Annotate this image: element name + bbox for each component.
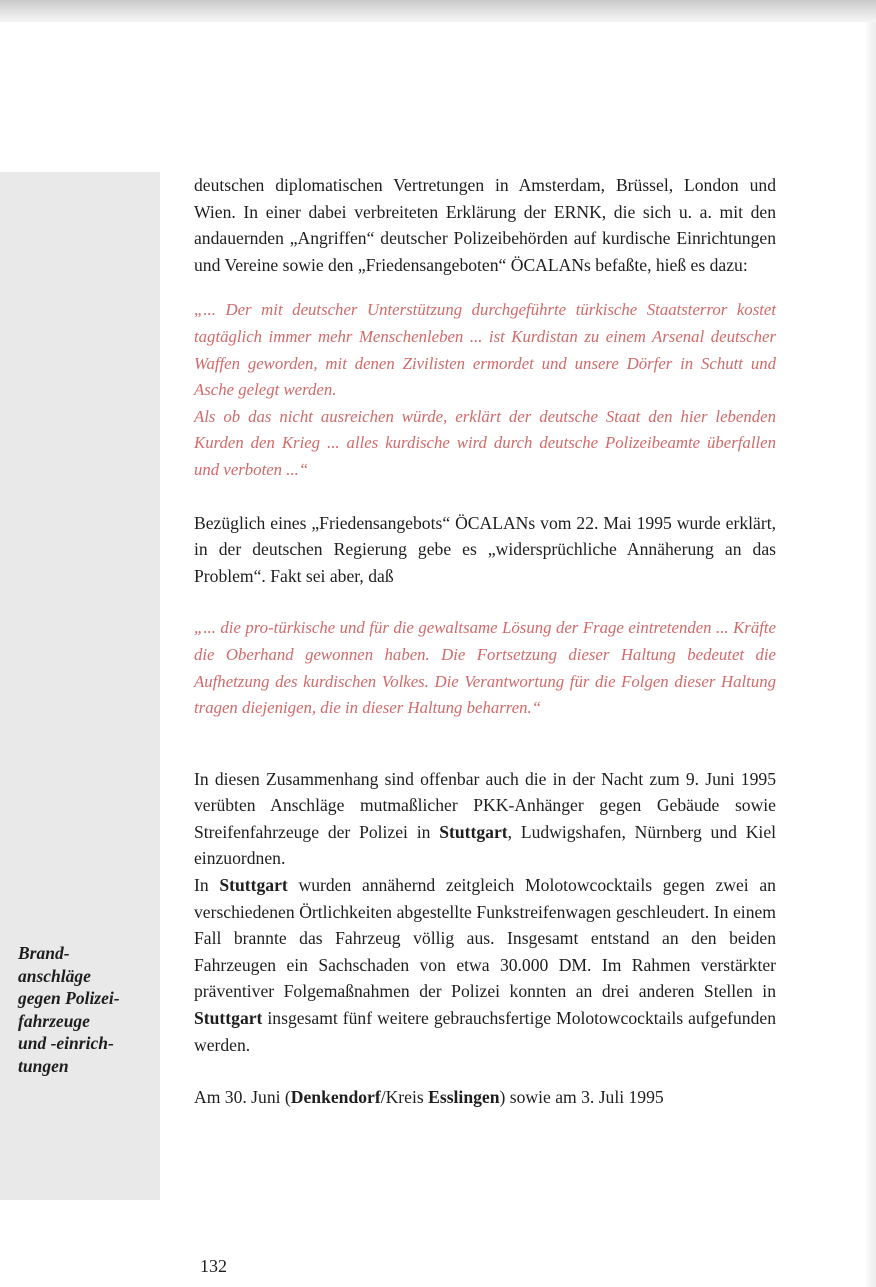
- text-span: In diesen Zusammenhang sind offenbar auch die in der Nacht zum 9. Juni 1995 verübten Anschläge mutmaßlicher PKK-Anhänger gegen Gebäude sowie Streifenfahrzeuge der Polizei in: [194, 768, 776, 842]
- quote-ernk-2: Als ob das nicht ausreichen würde, erklärt der deutsche Staat den hier lebenden Kurden den Krieg ... alles kurdische wird durch deutsche Polizeibeamte überfallen und verboten ...“: [194, 406, 776, 479]
- text-span: ) sowie am 3. Juli 1995: [499, 1087, 664, 1108]
- margin-note-line: anschläge: [18, 965, 91, 986]
- margin-note-line: tungen: [18, 1055, 69, 1076]
- quote-regierung: „... die pro-türkische und für die gewaltsame Lösung der Frage eintretenden ... Kräfte die Oberhand gewonnen haben. Die Fortsetzung dieser Haltung bedeutet die Aufhetzung des kurdischen Volkes. Die Verantwortung für die Folgen dieser Haltung tragen diejenigen, die in dieser Haltung beharren.“: [194, 618, 776, 718]
- margin-note-line: und -einrich-: [18, 1033, 114, 1053]
- text-span: In: [194, 875, 209, 896]
- bold-place: Stuttgart: [219, 875, 288, 896]
- margin-note: [18, 942, 158, 1077]
- paragraph-friedensangebot: Bezüglich eines „Friedensangebots“ ÖCALANs vom 22. Mai 1995 wurde erklärt, in der deutschen Regierung gebe es „widersprüchliche Annäherung an das Problem“. Fakt sei aber, daß: [194, 512, 776, 586]
- text-span: , Ludwigshafen, Nürnberg und Kiel einzuordnen.: [194, 821, 777, 869]
- main-text: [194, 172, 776, 1111]
- margin-note-line: gegen Polizei-: [18, 988, 120, 1008]
- bold-place: Esslingen: [428, 1087, 500, 1108]
- paragraph-anschlaege: [194, 766, 776, 872]
- paragraph-intro: deutschen diplomatischen Vertretungen in Amsterdam, Brüssel, London und Wien. In einer dabei verbreiteten Erklärung der ERNK, die sich u. a. mit den andauernden „Angriffen“ deutscher Polizeibehörden auf kurdische Einrichtungen und Vereine sowie den „Friedensangeboten“ ÖCALANs befaßte, hieß es dazu:: [194, 175, 776, 275]
- paragraph-stuttgart: [194, 872, 776, 1058]
- text-span: /Kreis: [380, 1087, 424, 1108]
- quote-ernk-1: „... Der mit deutscher Unterstützung durchgeführte türkische Staatsterror kostet tagtäglich immer mehr Menschenleben ... ist Kurdistan zu einem Arsenal deutscher Waffen geworden, mit denen Zivilisten ermordet und unsere Dörfer in Schutt und Asche gelegt werden.: [194, 300, 776, 400]
- page-number: 132: [200, 1256, 227, 1276]
- scan-right-edge: [866, 22, 876, 1287]
- text-span: Am 30. Juni (: [194, 1087, 291, 1108]
- margin-note-line: fahrzeuge: [18, 1010, 90, 1031]
- scan-top-edge: [0, 0, 876, 22]
- margin-note-line: Brand-: [18, 943, 70, 963]
- bold-place: Denkendorf: [290, 1087, 381, 1108]
- text-span: insgesamt fünf weitere gebrauchsfertige Molotowcocktails aufgefunden werden.: [194, 1008, 777, 1055]
- bold-place: Stuttgart: [194, 1008, 263, 1029]
- text-span: wurden annähernd zeitgleich Molotowcocktails gegen zwei an verschiedenen Örtlichkeiten abgestellte Funkstreifenwagen geschleudert. In einem Fall brannte das Fahrzeug völlig aus. Insgesamt entstand an den beiden Fahrzeugen ein Sachschaden von etwa 30.000 DM. Im Rahmen verstärkter präventiver Folgemaßnahmen der Polizei konnten an drei anderen Stellen in: [194, 875, 776, 1002]
- paragraph-denkendorf: [194, 1084, 776, 1111]
- bold-place: Stuttgart: [439, 821, 508, 842]
